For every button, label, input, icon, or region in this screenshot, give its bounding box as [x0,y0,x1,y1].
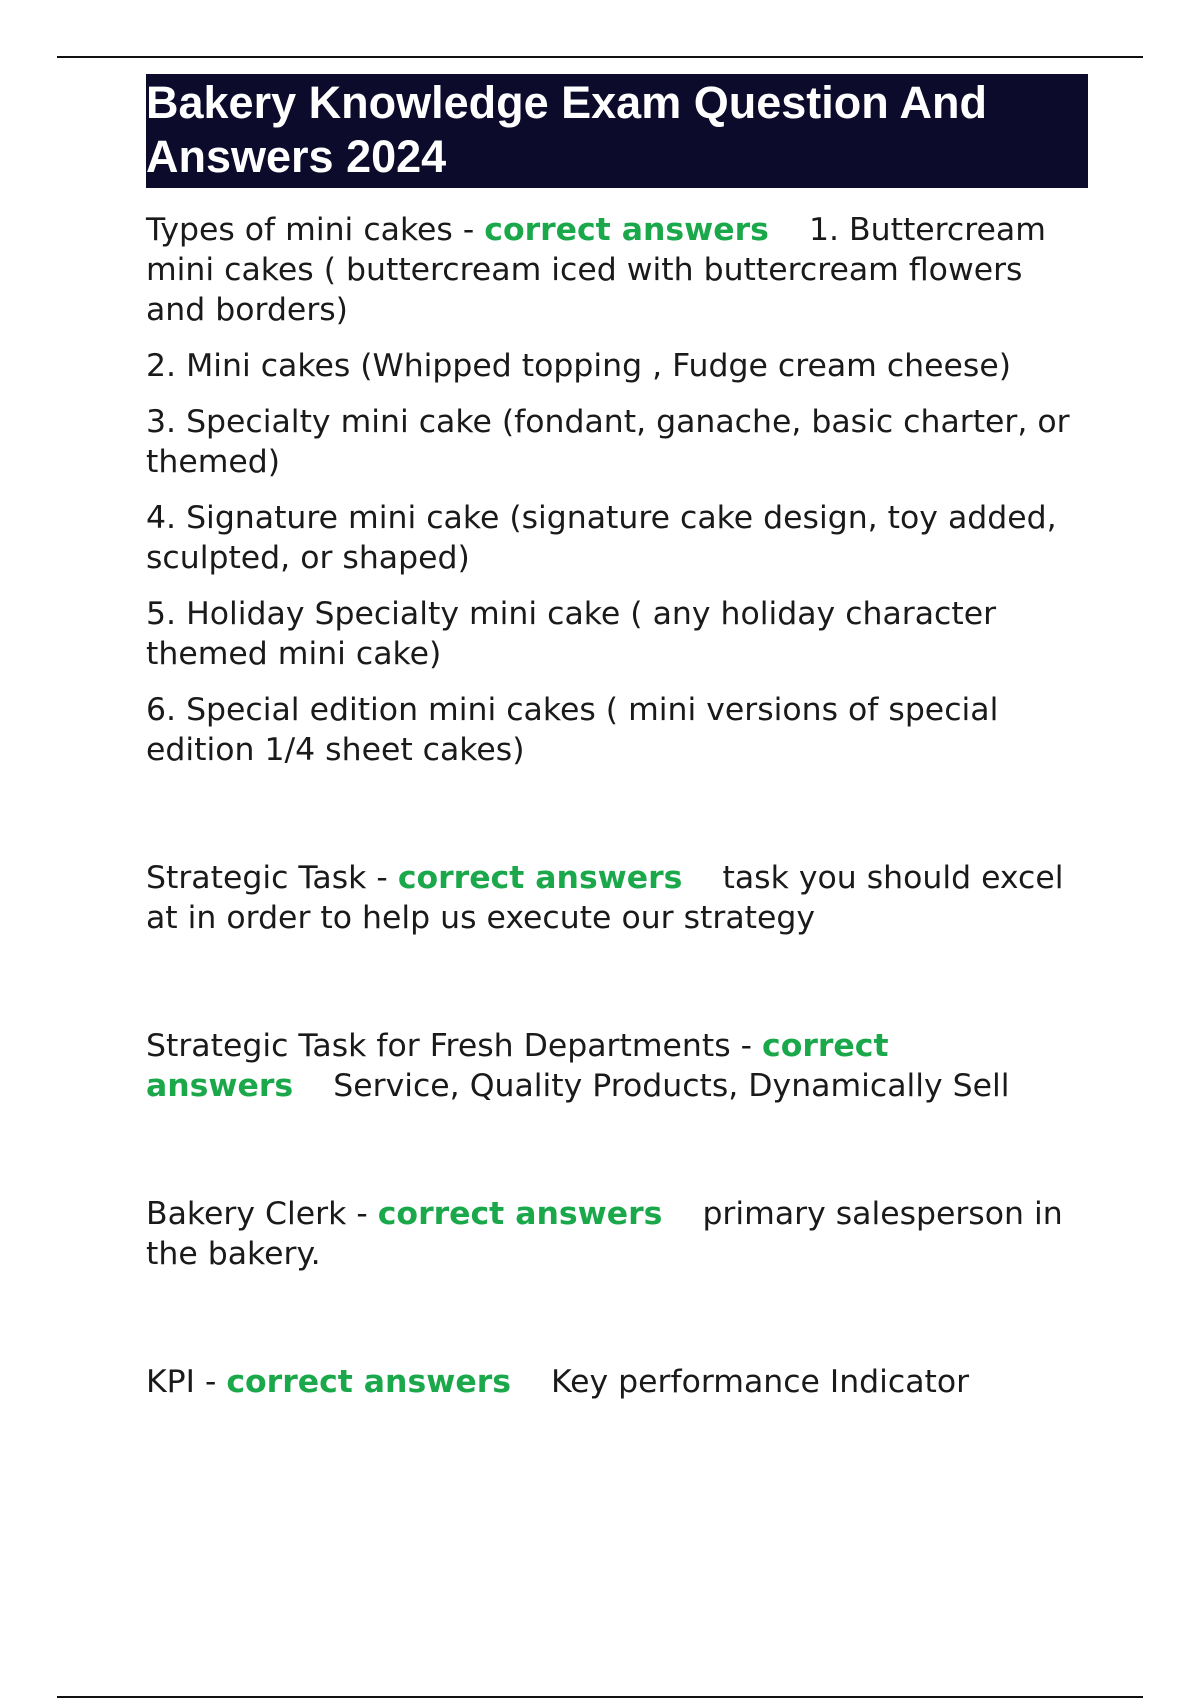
answer-text: task you should excel at in order to help us execute our strategy [146,860,1064,936]
separator: - [730,1028,763,1064]
qa-item-kpi [146,1362,1088,1402]
separator: - [346,1196,378,1232]
separator: - [452,212,485,248]
answer-text: 1. Buttercream mini cakes ( buttercream iced with buttercream flowers and borders) [146,212,1046,328]
separator: - [366,860,398,896]
bottom-rule [57,1696,1143,1698]
answer-label: correct answers [226,1364,511,1400]
answer-label: correct answers [397,860,683,896]
qa-item-bakery-clerk [146,1194,1088,1274]
answer-label: correct answers [146,1028,889,1104]
list-item: 6. Special edition mini cakes ( mini versions of special edition 1/4 sheet cakes) [146,692,999,768]
document-body [146,74,1088,1402]
question-text: Strategic Task [146,860,367,896]
answer-label: correct answers [484,212,769,248]
answer-text: Service, Quality Products, Dynamically Sell [333,1068,1010,1104]
answer-text: Key performance Indicator [551,1364,970,1400]
list-item: 5. Holiday Specialty mini cake ( any holiday character themed mini cake) [146,596,997,672]
question-text: Bakery Clerk [146,1196,347,1232]
list-item: 2. Mini cakes (Whipped topping , Fudge cream cheese) [146,348,1011,384]
question-text: KPI [146,1364,195,1400]
question-text: Strategic Task for Fresh Departments [146,1028,731,1064]
answer-label: correct answers [377,1196,663,1232]
list-item: 4. Signature mini cake (signature cake design, toy added, sculpted, or shaped) [146,500,1057,576]
qa-item-strategic-task-fresh [146,1026,1088,1106]
answer-text: primary salesperson in the bakery. [146,1196,1063,1272]
top-rule [57,56,1143,58]
qa-item-mini-cakes [146,210,1088,330]
list-item: 3. Specialty mini cake (fondant, ganache, basic charter, or themed) [146,404,1070,480]
qa-item-strategic-task [146,858,1088,938]
separator: - [194,1364,227,1400]
question-text: Types of mini cakes [146,212,453,248]
document-title: Bakery Knowledge Exam Question And Answers 2024 [146,74,1088,188]
